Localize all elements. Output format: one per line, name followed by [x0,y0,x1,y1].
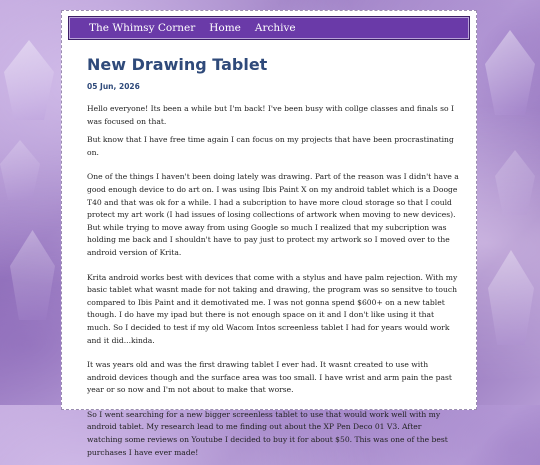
nav-home-link[interactable]: Home [209,22,241,34]
post-paragraph: Krita android works best with devices that come with a stylus and have palm rejection. With my basic tablet what wasnt made for not taking and drawing, the program was so sensitve to touch compared to Ibis Paint and it demotivated me. I was not gonna spend $600+ on a new tablet though. I do have my ipad but there is not enough space on it and I don't like using it that much. So I decided to test if my old Wacom Intos screenless tablet I had for years would work and it did...kinda. [87,272,458,345]
post-paragraph: It was years old and was the first drawing tablet I ever had. It wasnt created to use with android devices though and the surface area was too small. I have wrist and arm pain the past year or so now and I'm not about to make that worse. [87,360,452,395]
top-nav-bar [68,16,470,40]
post-content [87,55,459,465]
page-container [61,10,477,457]
post-paragraph: Hello everyone! Its been a while but I'm back! I've been busy with collge classes and finals so I was focused on that. [87,104,454,126]
post-paragraph: So I went searching for a new bigger screenless tablet to use that would work well with my android tablet. My research lead to me finding out about the XP Pen Deco 01 V3. After watching some reviews on Youtube I decided to buy it for about $50. This was one of the best purchases I have ever made! [87,409,448,457]
post-paragraph: But know that I have free time again I can focus on my projects that have been procrastinating on. [87,135,454,157]
background-crystal [10,230,55,320]
post-date: 05 Jun, 2026 [87,82,140,91]
nav-site-name-link[interactable]: The Whimsy Corner [89,22,196,34]
background-crystal [0,140,40,200]
background-crystal [495,150,535,215]
post-title: New Drawing Tablet [87,55,268,74]
background-crystal [4,40,54,120]
background-crystal [488,250,534,345]
post-paragraph: One of the things I haven't been doing lately was drawing. Part of the reason was I didn't have a good enough device to do art on. I was using Ibis Paint X on my android tablet which is a Dooge T40 and that was ok for a while. I had a subcription to have more cloud storage so that I could protect my art work (I had issues of losing collections of artwork when moving to new devices). But while trying to move away from using Google so much I realized that my subcription was holding me back and I shouldn't have to pay just to protect my artwork so I moved over to the android version of Krita. [87,172,459,257]
nav-archive-link[interactable]: Archive [254,22,296,34]
background-crystal [485,30,535,115]
post-body [87,103,459,459]
